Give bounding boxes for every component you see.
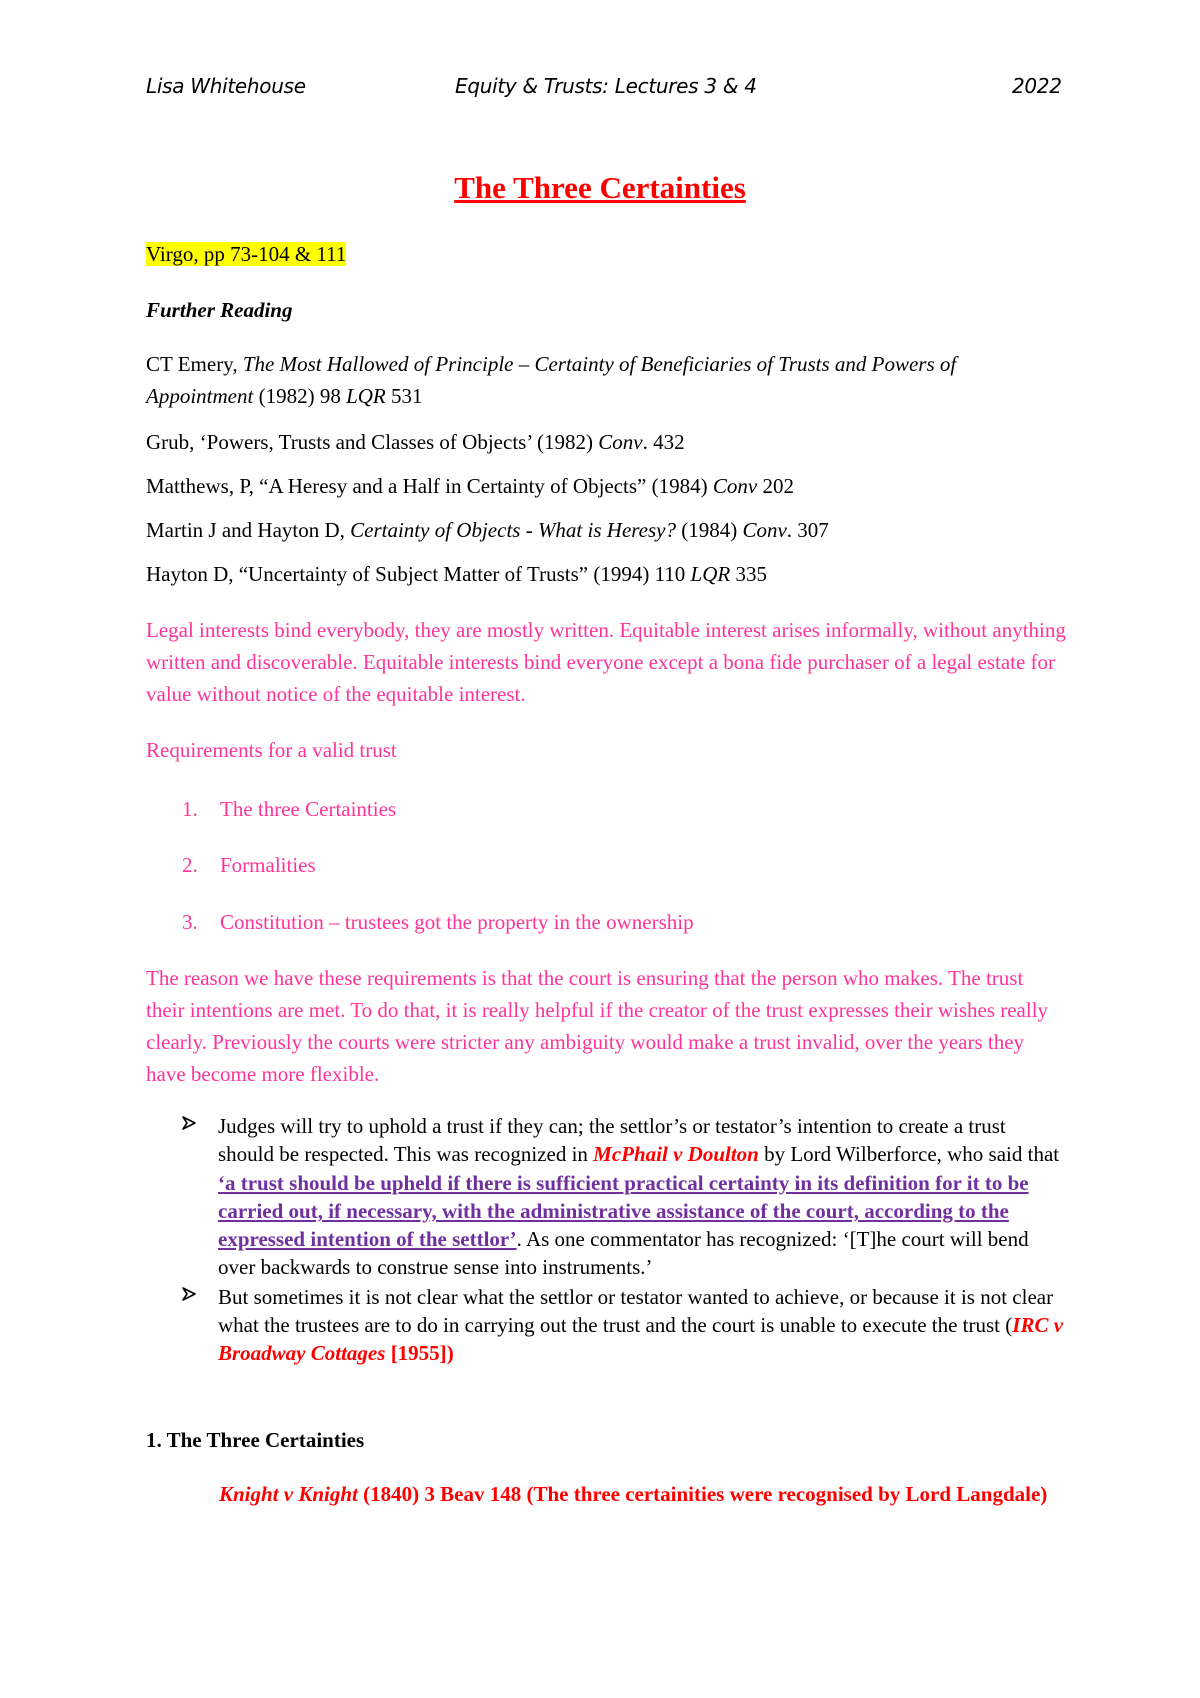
requirements-heading: Requirements for a valid trust xyxy=(146,738,397,762)
case-knight: Knight v Knight xyxy=(219,1482,358,1506)
header-course: Equity & Trusts: Lectures 3 & 4 xyxy=(455,74,757,98)
arrow-bullet-icon xyxy=(181,1115,197,1131)
header-year: 2022 xyxy=(1012,74,1062,98)
header-author: Lisa Whitehouse xyxy=(146,74,306,98)
case-broadway-cottages: IRC v Broadway Cottages xyxy=(218,1313,1064,1366)
further-reading-heading: Further Reading xyxy=(146,298,293,322)
case-mcphail: McPhail v Doulton xyxy=(593,1142,759,1167)
reference-hayton: Hayton D, “Uncertainty of Subject Matter of Trusts” (1994) 110 LQR 335 xyxy=(146,562,767,586)
knight-case: Knight v Knight (1840) 3 Beav 148 (The three certainities were recognised by Lord Langdale) xyxy=(219,1482,1048,1506)
section-heading: 1. The Three Certainties xyxy=(146,1428,365,1452)
reference-matthews: Matthews, P, “A Heresy and a Half in Certainty of Objects” (1984) Conv 202 xyxy=(146,474,794,498)
reference-grub: Grub, ‘Powers, Trusts and Classes of Objects’ (1982) Conv. 432 xyxy=(146,430,685,454)
arrow-bullet-icon xyxy=(181,1286,197,1302)
note-legal-interests: Legal interests bind everybody, they are mostly written. Equitable interest arises informally, without anything written and discoverable. Equitable interests bind everyone except a bona fide purchaser of a legal estate for value without notice of the equitable interest. xyxy=(146,618,1066,706)
reading-highlight: Virgo, pp 73-104 & 111 xyxy=(146,242,347,266)
page-title: The Three Certainties xyxy=(454,170,746,205)
reading-line xyxy=(146,238,346,270)
reference-martin-hayton: Martin J and Hayton D, Certainty of Objects - What is Heresy? (1984) Conv. 307 xyxy=(146,518,829,542)
bullet-item: But sometimes it is not clear what the settlor or testator wanted to achieve, or because it is not clear what the trustees are to do in carrying out the trust and the court is unable to execute the trust (IRC v Broadway Cottages [1955]) xyxy=(146,1283,1066,1368)
reference-emery: CT Emery, The Most Hallowed of Principle – Certainty of Beneficiaries of Trusts and Powers of Appointment (1982) 98 LQR 531 xyxy=(146,352,957,408)
wilberforce-quote: ‘a trust should be upheld if there is sufficient practical certainty in its definition for it to be carried out, if necessary, with the administrative assistance of the court, according to the expressed intention of the settlor’ xyxy=(218,1170,1029,1252)
bullet-list xyxy=(146,1112,1066,1368)
bullet-item: Judges will try to uphold a trust if they can; the settlor’s or testator’s intention to create a trust should be respected. This was recognized in McPhail v Doulton by Lord Wilberforce, who said that ‘a trust should be upheld if there is sufficient practical certainty in its definition for it to be carried out, if necessary, with the administrative assistance of the court, according to the expressed intention of the settlor’. As one commentator has recognized: ‘[T]he court will bend over backwards to construe sense into instruments.’ xyxy=(146,1112,1066,1282)
note-reason: The reason we have these requirements is that the court is ensuring that the person who makes. The trust their intentions are met. To do that, it is really helpful if the creator of the trust expresses their wishes really clearly. Previously the courts were stricter any ambiguity would make a trust invalid, over the years they have become more flexible. xyxy=(146,966,1049,1086)
document-page: Lisa Whitehouse Equity & Trusts: Lectures 3 & 4 2022 The Three Certainties Virgo, pp 73-104 & 111 Further Reading CT Emery, The Most Hallowed of Principle – Certainty of Beneficiaries of Trusts and Powers of Appointment (1982) 98 LQR 531 Grub, ‘Powers, Trusts and Classes of Objects’ (1982) Conv. 432 Matthews, P, “A Heresy and a Half in Certainty of Objects” (1984) Conv 202 Martin J and Hayton D, Certainty of Objects - What is Heresy? (1984) Conv. 307 Hayton D, “Uncertainty of Subject Matter of Trusts” (1994) 110 LQR 335 Legal interests bind everybody, they are mostly written. Equitable interest arises informally, without anything written and discoverable. Equitable interests bind everyone except a bona fide purchaser of a legal estate for value without notice of the equitable interest. Requirements for a valid trust 1. The three Certainties 2. Formalities 3. Constitution – trustees got the property in the ownership The reason we have these requirements is that the court is ensuring that the person who makes. The trust their intentions are met. To do that, it is really helpful if the creator of the trust expresses their wishes really clearly. Previously the courts were stricter any ambiguity would make a trust invalid, over the years they have become more flexible. Judges will try to uphold a trust if they can; the settlor’s or testator’s intention to create a trust should be respected. This was recognized in McPhail v Doulton by Lord Wilberforce, who said that ‘a trust should be upheld if there is sufficient practical certainty in its definition for it to be carried out, if necessary, with the administrative assistance of the court, according to the expressed intention of the settlor’. As one commentator has recognized: ‘[T]he court will bend over backwards to construe sense into instruments.’ But sometimes it is not clear what the settlor or testator wanted to achieve, or because it is not clear what the trustees are to do in carrying out the trust and the court is unable to execute the trust (IRC v Broadway Cottages [1955]) 1. The Three Certainties Knight v Knight (1840) 3 Beav 148 (The three certainities were recognised by Lord Langdale) xyxy=(0,0,1200,1698)
